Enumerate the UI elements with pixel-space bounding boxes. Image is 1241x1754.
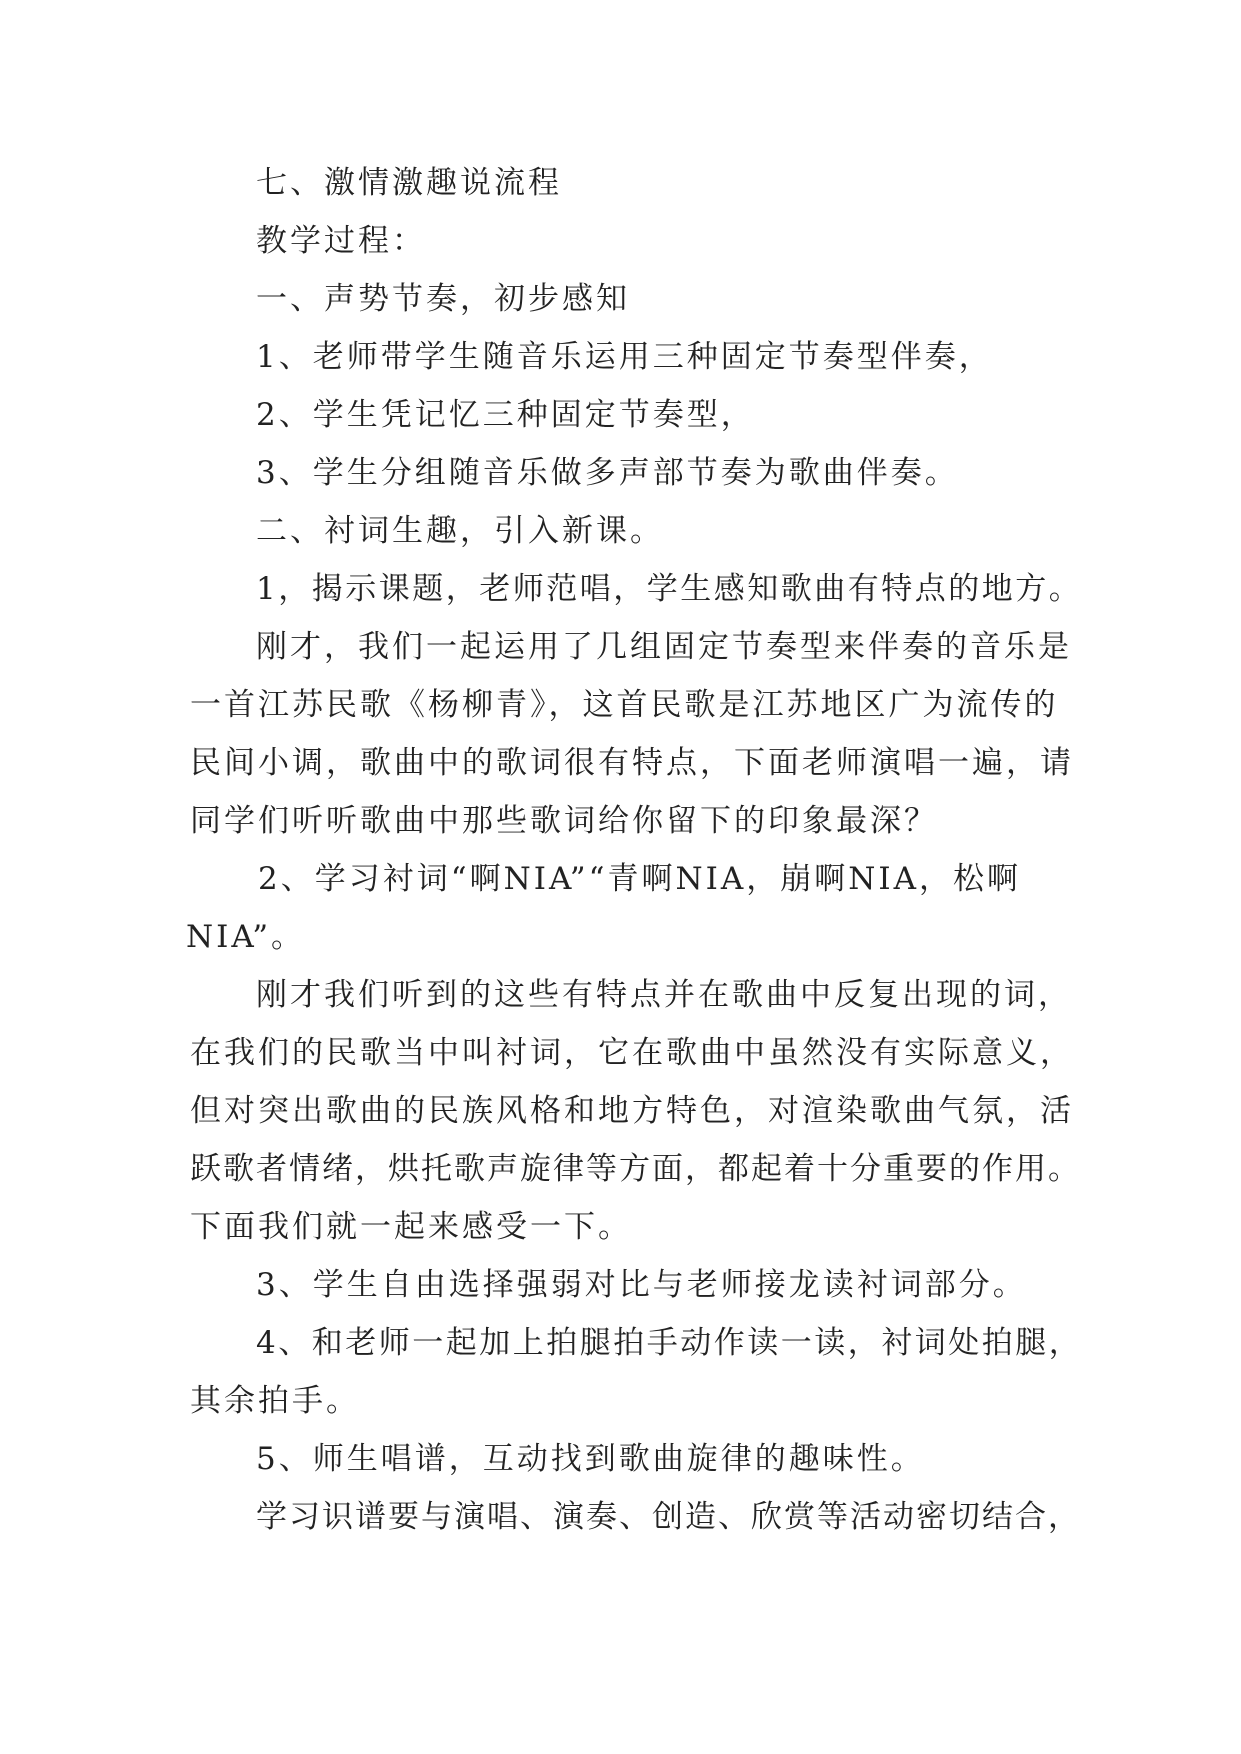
paragraph-line: 4、和老师一起加上拍腿拍手动作读一读，衬词处拍腿， (256, 1325, 1083, 1361)
paragraph-line: 其余拍手。 (190, 1383, 360, 1419)
paragraph-line: NIA”。 (186, 919, 306, 955)
paragraph-line: 3、学生分组随音乐做多声部节奏为歌曲伴奏。 (256, 455, 959, 491)
paragraph-line: 但对突出歌曲的民族风格和地方特色，对渲染歌曲气氛，活 (190, 1093, 1074, 1129)
paragraph-line: 刚才我们听到的这些有特点并在歌曲中反复出现的词， (256, 977, 1072, 1013)
step-1-heading: 一、声势节奏，初步感知 (256, 281, 630, 317)
paragraph-line: 5、师生唱谱，互动找到歌曲旋律的趣味性。 (256, 1441, 925, 1477)
paragraph-line: 学习识谱要与演唱、演奏、创造、欣赏等活动密切结合， (256, 1499, 1081, 1535)
section-heading-7: 七、激情激趣说流程 (256, 165, 562, 201)
paragraph-line: 跃歌者情绪，烘托歌声旋律等方面，都起着十分重要的作用。 (190, 1151, 1081, 1187)
paragraph-line: 3、学生自由选择强弱对比与老师接龙读衬词部分。 (256, 1267, 1027, 1303)
paragraph-line: 刚才，我们一起运用了几组固定节奏型来伴奏的音乐是 (256, 629, 1072, 665)
paragraph-line: 1，揭示课题，老师范唱，学生感知歌曲有特点的地方。 (256, 571, 1083, 607)
paragraph-line: 2、学习衬词“啊NIA”“青啊NIA，崩啊NIA，松啊 (258, 861, 1021, 897)
paragraph-line: 一首江苏民歌《杨柳青》，这首民歌是江苏地区广为流传的 (190, 687, 1059, 723)
paragraph-line: 下面我们就一起来感受一下。 (190, 1209, 632, 1245)
paragraph-line: 民间小调，歌曲中的歌词很有特点，下面老师演唱一遍，请 (190, 745, 1074, 781)
teaching-process-heading: 教学过程： (256, 223, 426, 259)
paragraph-line: 在我们的民歌当中叫衬词，它在歌曲中虽然没有实际意义， (190, 1035, 1074, 1071)
step-2-heading: 二、衬词生趣，引入新课。 (256, 513, 664, 549)
paragraph-line: 同学们听听歌曲中那些歌词给你留下的印象最深？ (190, 803, 938, 839)
paragraph-line: 1、老师带学生随音乐运用三种固定节奏型伴奏， (256, 339, 993, 375)
paragraph-line: 2、学生凭记忆三种固定节奏型， (256, 397, 755, 433)
